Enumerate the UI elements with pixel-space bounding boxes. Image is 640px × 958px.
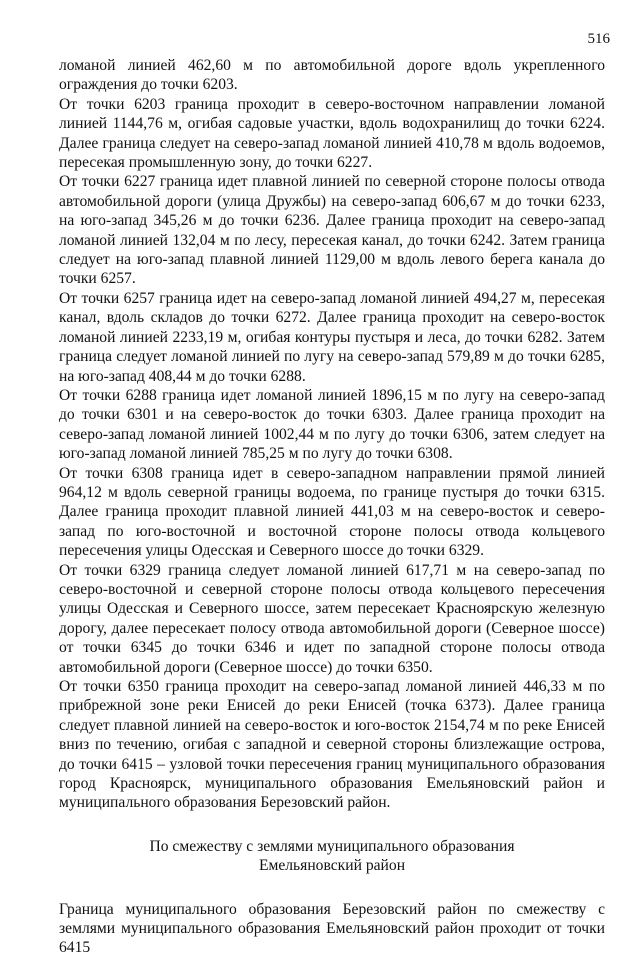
paragraph-9: Граница муниципального образования Березовский район по смежеству с землями муниципального образования Емельяновский район проходит от точки 6415 xyxy=(59,900,605,957)
paragraph-7: От точки 6329 граница следует ломаной линией 617,71 м на северо-запад по северо-восточной и северной стороне полосы отвода кольцевого пересечения улицы Одесская и Северного шоссе, затем пересекает Красноярскую железную дорогу, далее пересекает полосу отвода автомобильной дороги (Северное шоссе) от точки 6345 до точки 6346 и идет по западной стороне полосы отвода автомобильной дороги (Северное шоссе) до точки 6350. xyxy=(59,561,605,676)
paragraph-8: От точки 6350 граница проходит на северо-запад ломаной линией 446,33 м по прибрежной зоне реки Енисей до реки Енисей (точка 6373). Далее граница следует плавной линией на северо-восток и юго-восток 2154,74 м по реке Енисей вниз по течению, огибая с западной и северной стороны близлежащие острова, до точки 6415 – узловой точки пересечения границ муниципального образования город Красноярск, муниципального образования Емельяновский район и муниципального образования Березовский район. xyxy=(59,678,605,812)
section-heading xyxy=(59,837,605,876)
paragraph-2: От точки 6203 граница проходит в северо-восточном направлении ломаной линией 1144,76 м, огибая садовые участки, вдоль водохранилищ до точки 6224. Далее граница следует на северо-запад ломаной линией 410,78 м вдоль водоемов, пересекая промышленную зону, до точки 6227. xyxy=(59,95,605,172)
section-heading-line-1: По смежеству с землями муниципального образования xyxy=(149,837,515,855)
paragraph-1: ломаной линией 462,60 м по автомобильной дороге вдоль укрепленного ограждения до точки 6203. xyxy=(59,57,605,94)
section-heading-line-2: Емельяновский район xyxy=(258,857,406,875)
paragraph-6: От точки 6308 граница идет в северо-западном направлении прямой линией 964,12 м вдоль северной границы водоема, по границе пустыря до точки 6315. Далее граница проходит плавной линией 441,03 м на северо-восток и северо-запад по юго-восточной и восточной стороне полосы отвода кольцевого пересечения улицы Одесская и Северного шоссе до точки 6329. xyxy=(59,464,605,560)
paragraph-3: От точки 6227 граница идет плавной линией по северной стороне полосы отвода автомобильной дороги (улица Дружбы) на северо-запад 606,67 м до точки 6233, на юго-запад 345,26 м до точки 6236. Далее граница проходит на северо-запад ломаной линией 132,04 м по лесу, пересекая канал, до точки 6242. Затем граница следует на юго-запад плавной линией 1129,00 м вдоль левого берега канала до точки 6257. xyxy=(59,173,605,288)
paragraph-4: От точки 6257 граница идет на северо-запад ломаной линией 494,27 м, пересекая канал, вдоль складов до точки 6272. Далее граница проходит на северо-восток ломаной линией 2233,19 м, огибая контуры пустыря и леса, до точки 6282. Затем граница следует ломаной линией по лугу на северо-запад 579,89 м до точки 6285, на юго-запад 408,44 м до точки 6288. xyxy=(59,289,605,385)
paragraph-5: От точки 6288 граница идет ломаной линией 1896,15 м по лугу на северо-запад до точки 6301 и на северо-восток до точки 6303. Далее граница проходит на северо-запад ломаной линией 1002,44 м по лугу до точки 6306, затем следует на юго-запад ломаной линией 785,25 м по лугу до точки 6308. xyxy=(59,386,605,463)
page-number: 516 xyxy=(587,31,610,47)
document-body xyxy=(59,56,605,958)
